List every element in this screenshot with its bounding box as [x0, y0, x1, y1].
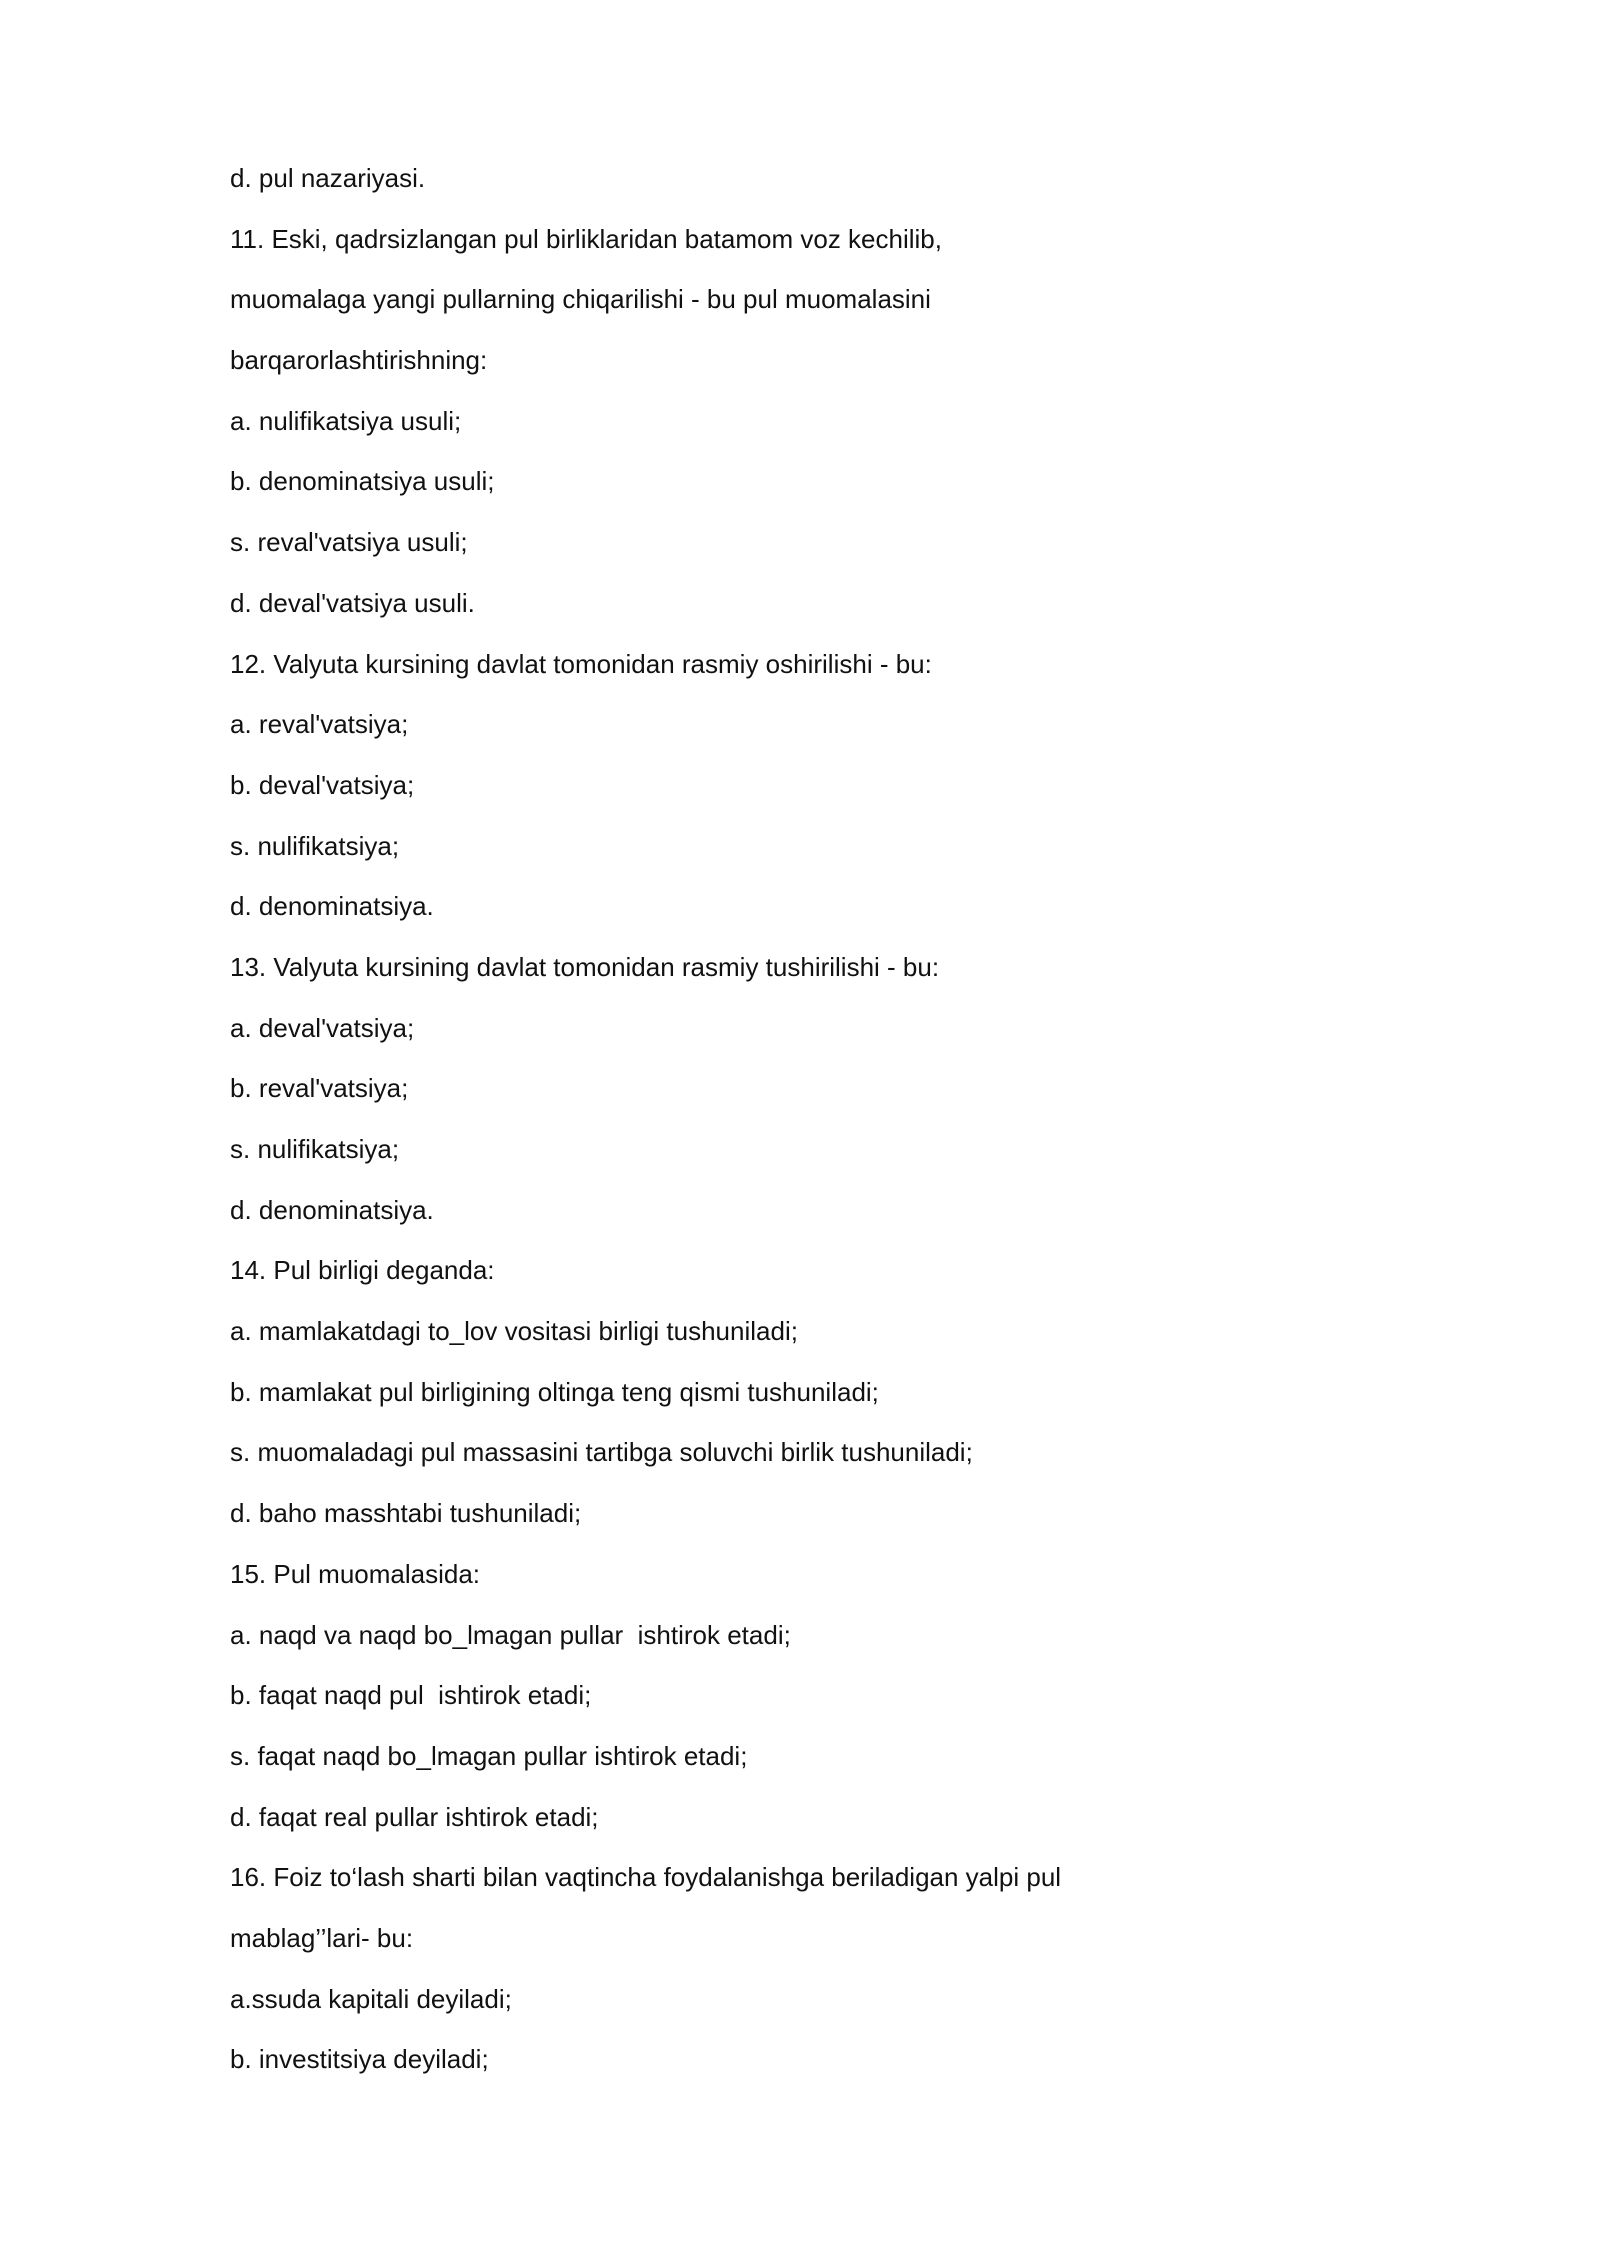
answer-option: s. reval'vatsiya usuli;	[230, 527, 468, 558]
answer-option: a. naqd va naqd bo_lmagan pullar ishtirok etadi;	[230, 1619, 791, 1650]
answer-option: d. denominatsiya.	[230, 891, 434, 922]
text-line: barqarorlashtirishning:	[230, 345, 488, 376]
question-14: 14. Pul birligi deganda:	[230, 1255, 495, 1286]
answer-option: s. nulifikatsiya;	[230, 830, 400, 861]
answer-option: a.ssuda kapitali deyiladi;	[230, 1983, 512, 2014]
answer-option: s. muomaladagi pul massasini tartibga soluvchi birlik tushuniladi;	[230, 1437, 973, 1468]
answer-option: a. nulifikatsiya usuli;	[230, 405, 462, 436]
answer-option: a. mamlakatdagi to_lov vositasi birligi tushuniladi;	[230, 1316, 798, 1347]
answer-option: a. deval'vatsiya;	[230, 1012, 415, 1043]
answer-option: b. deval'vatsiya;	[230, 769, 415, 800]
text-line: mablag’’lari- bu:	[230, 1922, 414, 1953]
question-15: 15. Pul muomalasida:	[230, 1558, 481, 1589]
answer-option: s. faqat naqd bo_lmagan pullar ishtirok etadi;	[230, 1740, 748, 1771]
answer-option: b. mamlakat pul birligining oltinga teng qismi tushuniladi;	[230, 1376, 879, 1407]
question-13: 13. Valyuta kursining davlat tomonidan rasmiy tushirilishi - bu:	[230, 951, 940, 982]
text-line: d. pul nazariyasi.	[230, 163, 426, 193]
answer-option: a. reval'vatsiya;	[230, 709, 409, 740]
question-11: 11. Eski, qadrsizlangan pul birliklaridan batamom voz kechilib,	[230, 223, 942, 254]
answer-option: b. investitsiya deyiladi;	[230, 2044, 489, 2075]
answer-option: d. denominatsiya.	[230, 1194, 434, 1225]
question-16: 16. Foiz to‘lash sharti bilan vaqtincha foydalanishga beriladigan yalpi pul	[230, 1862, 1062, 1893]
answer-option: b. denominatsiya usuli;	[230, 466, 495, 497]
answer-option: b. faqat naqd pul ishtirok etadi;	[230, 1680, 592, 1711]
answer-option: d. faqat real pullar ishtirok etadi;	[230, 1801, 599, 1832]
question-12: 12. Valyuta kursining davlat tomonidan rasmiy oshirilishi - bu:	[230, 648, 932, 679]
answer-option: b. reval'vatsiya;	[230, 1073, 409, 1104]
answer-option: d. deval'vatsiya usuli.	[230, 587, 475, 618]
document-body	[230, 148, 1470, 2090]
text-line: muomalaga yangi pullarning chiqarilishi - bu pul muomalasini	[230, 284, 931, 315]
answer-option: d. baho masshtabi tushuniladi;	[230, 1498, 582, 1529]
answer-option: s. nulifikatsiya;	[230, 1134, 400, 1164]
